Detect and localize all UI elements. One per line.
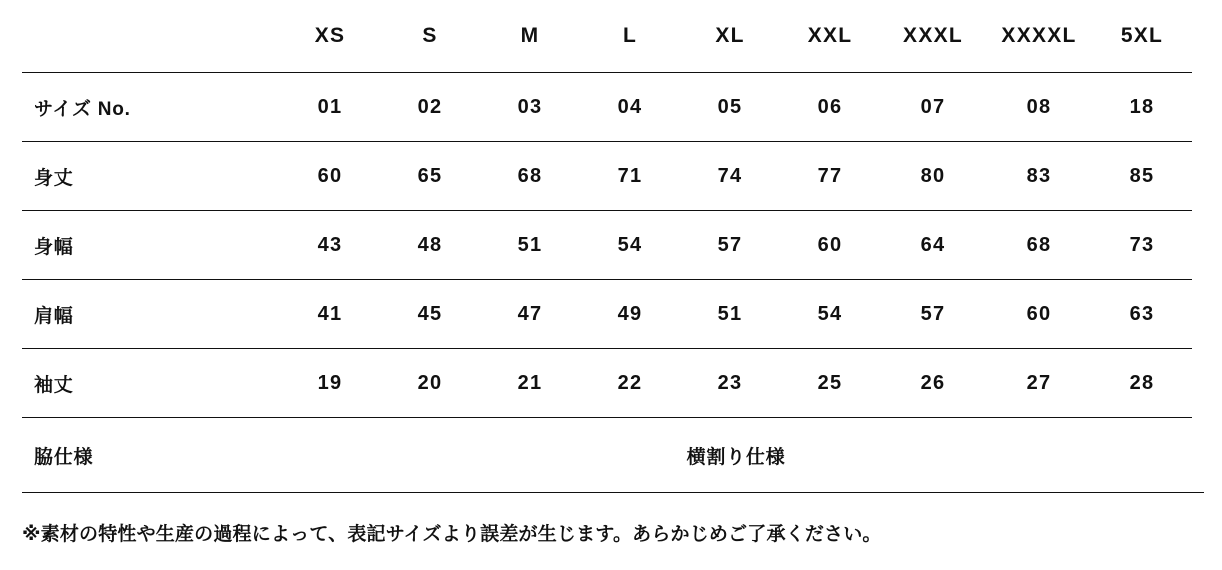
- row-label-side-spec: 脇仕様: [34, 446, 94, 468]
- cell-body-length-xl: 74: [717, 164, 743, 187]
- cell-size-no-m: 03: [517, 95, 543, 118]
- cell-body-width-xxxl: 64: [920, 233, 946, 256]
- row-label-shoulder-width: 肩幅: [34, 305, 74, 327]
- cell-sleeve-length-xxl: 25: [817, 371, 843, 394]
- cell-sleeve-length-xl: 23: [717, 371, 743, 394]
- table-bottom-divider: [22, 492, 1204, 493]
- cell-body-width-5xl: 73: [1129, 233, 1155, 256]
- cell-sleeve-length-m: 21: [517, 371, 543, 394]
- header-cell-m: M: [520, 24, 540, 47]
- cell-sleeve-length-s: 20: [417, 371, 443, 394]
- cell-sleeve-length-xxxxl: 27: [1026, 371, 1052, 394]
- row-label-sleeve-length: 袖丈: [34, 374, 74, 396]
- header-cell-l: L: [622, 24, 638, 47]
- header-cell-label: [22, 0, 280, 73]
- table-header: [22, 0, 1192, 73]
- table-row: [22, 73, 1192, 142]
- cell-shoulder-width-m: 47: [517, 302, 543, 325]
- cell-size-no-xl: 05: [717, 95, 743, 118]
- cell-body-width-xl: 57: [717, 233, 743, 256]
- cell-sleeve-length-l: 22: [617, 371, 643, 394]
- table-body: [22, 73, 1192, 493]
- cell-shoulder-width-xxl: 54: [817, 302, 843, 325]
- cell-size-no-xxxxl: 08: [1026, 95, 1052, 118]
- cell-size-no-s: 02: [417, 95, 443, 118]
- cell-shoulder-width-l: 49: [617, 302, 643, 325]
- cell-shoulder-width-5xl: 63: [1129, 302, 1155, 325]
- cell-size-no-xs: 01: [317, 95, 343, 118]
- cell-body-length-m: 68: [517, 164, 543, 187]
- cell-body-width-l: 54: [617, 233, 643, 256]
- cell-shoulder-width-xs: 41: [317, 302, 343, 325]
- table-row: [22, 418, 1192, 493]
- header-cell-xxl: XXL: [807, 24, 853, 47]
- table-row: [22, 280, 1192, 349]
- cell-body-width-xxl: 60: [817, 233, 843, 256]
- cell-body-length-xxxl: 80: [920, 164, 946, 187]
- header-cell-xxxxl: XXXXL: [1001, 24, 1077, 47]
- header-cell-xl: XL: [715, 24, 745, 47]
- cell-body-width-s: 48: [417, 233, 443, 256]
- table-row: [22, 349, 1192, 418]
- cell-size-no-5xl: 18: [1129, 95, 1155, 118]
- cell-shoulder-width-s: 45: [417, 302, 443, 325]
- header-cell-s: S: [422, 24, 438, 47]
- cell-body-width-xs: 43: [317, 233, 343, 256]
- cell-shoulder-width-xl: 51: [717, 302, 743, 325]
- header-cell-xxxl: XXXL: [903, 24, 963, 47]
- cell-size-no-l: 04: [617, 95, 643, 118]
- cell-body-length-5xl: 85: [1129, 164, 1155, 187]
- cell-sleeve-length-5xl: 28: [1129, 371, 1155, 394]
- cell-body-length-l: 71: [617, 164, 643, 187]
- header-cell-5xl: 5XL: [1120, 24, 1164, 47]
- disclaimer-note: ※素材の特性や生産の過程によって、表記サイズより誤差が生じます。あらかじめご了承ください。: [22, 524, 882, 545]
- row-label-body-length: 身丈: [34, 167, 74, 189]
- cell-body-width-m: 51: [517, 233, 543, 256]
- cell-body-length-xxxxl: 83: [1026, 164, 1052, 187]
- cell-size-no-xxl: 06: [817, 95, 843, 118]
- cell-shoulder-width-xxxxl: 60: [1026, 302, 1052, 325]
- table-row: [22, 142, 1192, 211]
- table-row: [22, 211, 1192, 280]
- size-chart-table: [22, 0, 1192, 492]
- cell-body-length-xxl: 77: [817, 164, 843, 187]
- row-label-body-width: 身幅: [34, 236, 74, 258]
- row-label-size-no: サイズ No.: [34, 98, 131, 120]
- header-cell-xs: XS: [314, 24, 346, 47]
- cell-body-length-xs: 60: [317, 164, 343, 187]
- cell-shoulder-width-xxxl: 57: [920, 302, 946, 325]
- cell-side-spec-value: 横割り仕様: [686, 446, 786, 468]
- cell-size-no-xxxl: 07: [920, 95, 946, 118]
- cell-sleeve-length-xs: 19: [317, 371, 343, 394]
- cell-body-length-s: 65: [417, 164, 443, 187]
- cell-body-width-xxxxl: 68: [1026, 233, 1052, 256]
- header-row: [22, 0, 1192, 73]
- cell-sleeve-length-xxxl: 26: [920, 371, 946, 394]
